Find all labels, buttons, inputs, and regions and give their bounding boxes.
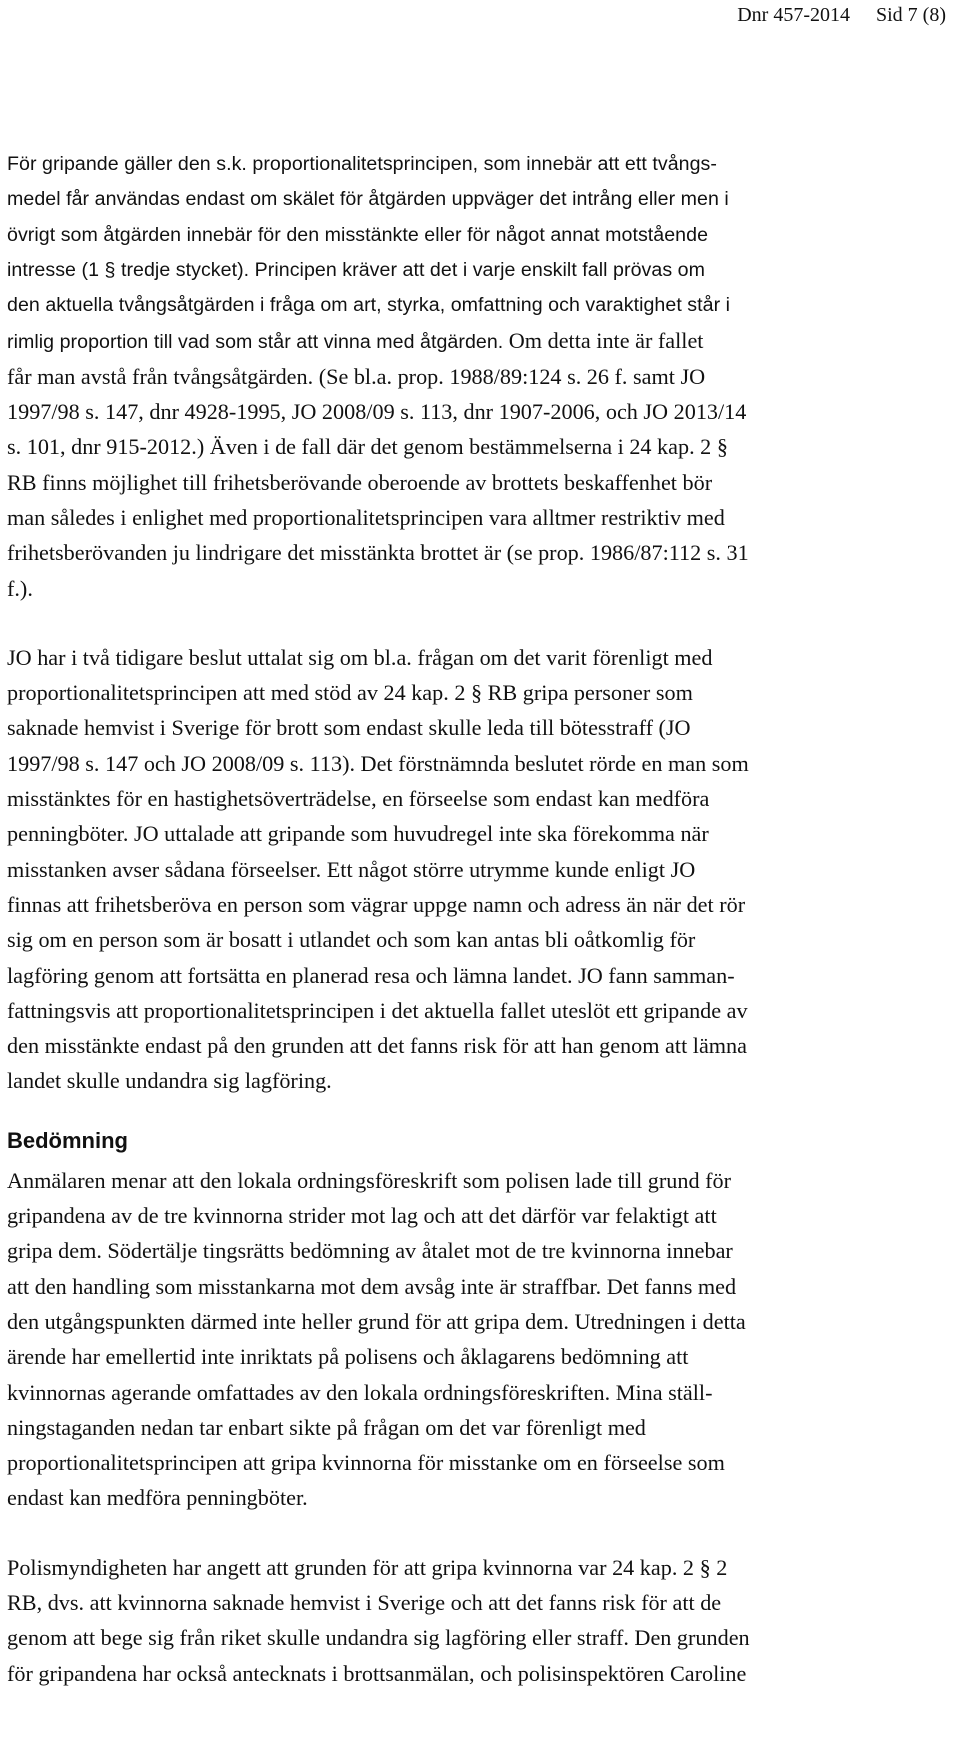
text-run-sans: rimlig proportion till vad som står att vinna med åtgärden. bbox=[7, 331, 509, 354]
text-run-serif: att den handling som misstankarna mot dem avsåg inte är straffbar. Det fanns med bbox=[7, 1273, 737, 1299]
document-number: Dnr 457-2014 bbox=[737, 4, 850, 26]
paragraph bbox=[7, 640, 952, 1099]
paragraph bbox=[7, 1163, 952, 1516]
text-line bbox=[7, 394, 952, 429]
text-line bbox=[7, 288, 952, 323]
text-run-serif: RB finns möjlighet till frihetsberövande oberoende av brottets beskaffenhet bör bbox=[7, 469, 713, 495]
text-line bbox=[7, 1620, 952, 1655]
paragraph-gap bbox=[7, 606, 952, 640]
page-header bbox=[737, 4, 946, 27]
text-line bbox=[7, 781, 952, 816]
text-line bbox=[7, 1445, 952, 1480]
section-heading: Bedömning bbox=[7, 1127, 128, 1153]
text-line bbox=[7, 993, 952, 1028]
text-line bbox=[7, 1028, 952, 1063]
body-text-section bbox=[7, 147, 952, 1119]
text-line bbox=[7, 746, 952, 781]
text-line bbox=[7, 1656, 952, 1691]
text-line bbox=[7, 571, 952, 606]
text-run-sans: För gripande gäller den s.k. proportionalitetsprincipen, som innebär att ett tvångs- bbox=[7, 153, 717, 175]
text-run-serif: 1997/98 s. 147 och JO 2008/09 s. 113). Det förstnämnda beslutet rörde en man som bbox=[7, 750, 749, 776]
text-run-serif: frihetsberövanden ju lindrigare det misstänkta brottet är (se prop. 1986/87:112 s. 31 bbox=[7, 540, 749, 566]
text-line bbox=[7, 675, 952, 710]
assessment-section bbox=[7, 1163, 952, 1691]
text-run-sans: övrigt som åtgärden innebär för den misstänkte eller för något annat motstående bbox=[7, 223, 709, 246]
text-line bbox=[7, 1550, 952, 1585]
text-run-serif: landet skulle undandra sig lagföring. bbox=[7, 1068, 332, 1094]
text-run-serif: gripandena av de tre kvinnorna strider mot lag och att det därför var felaktigt att bbox=[7, 1203, 717, 1229]
text-run-serif: penningböter. JO uttalade att gripande som huvudregel inte ska förekomma när bbox=[7, 821, 709, 847]
text-run-serif: gripa dem. Södertälje tingsrätts bedömning av åtalet mot de tre kvinnorna innebar bbox=[7, 1238, 733, 1264]
text-run-serif: sig om en person som är bosatt i utlandet och som kan antas bli oåtkomlig för bbox=[7, 927, 696, 953]
text-run-serif: den misstänkte endast på den grunden att det fanns risk för att han genom att lämna bbox=[7, 1033, 747, 1059]
text-run-sans: den aktuella tvångsåtgärden i fråga om art, styrka, omfattning och varaktighet står i bbox=[7, 294, 731, 317]
text-run-serif: ningstaganden nedan tar enbart sikte på frågan om det var förenligt med bbox=[7, 1414, 646, 1440]
text-line bbox=[7, 218, 952, 253]
text-run-serif: proportionalitetsprincipen att gripa kvinnorna för misstanke om en förseelse som bbox=[7, 1450, 725, 1476]
text-line bbox=[7, 429, 952, 464]
text-line bbox=[7, 1269, 952, 1304]
text-line bbox=[7, 323, 952, 358]
text-line bbox=[7, 816, 952, 851]
text-line bbox=[7, 1339, 952, 1374]
text-line bbox=[7, 1410, 952, 1445]
page-number: Sid 7 (8) bbox=[876, 4, 946, 26]
text-line bbox=[7, 500, 952, 535]
text-line bbox=[7, 1198, 952, 1233]
text-run-serif: 1997/98 s. 147, dnr 4928-1995, JO 2008/09 s. 113, dnr 1907-2006, och JO 2013/14 bbox=[7, 399, 747, 425]
text-run-sans: medel får användas endast om skälet för åtgärden uppväger det intrång eller men i bbox=[7, 188, 729, 211]
text-line bbox=[7, 147, 952, 182]
text-run-serif: misstänktes för en hastighetsöverträdelse, en förseelse som endast kan medföra bbox=[7, 786, 710, 812]
text-line bbox=[7, 640, 952, 675]
text-line bbox=[7, 1063, 952, 1098]
text-run-serif: endast kan medföra penningböter. bbox=[7, 1485, 308, 1511]
section-gap bbox=[7, 1099, 952, 1119]
text-line bbox=[7, 359, 952, 394]
text-line bbox=[7, 1304, 952, 1339]
text-line bbox=[7, 182, 952, 217]
text-run-serif: proportionalitetsprincipen att med stöd av 24 kap. 2 § RB gripa personer som bbox=[7, 680, 693, 706]
document-body bbox=[7, 147, 952, 1691]
text-run-serif: misstanken avser sådana förseelser. Ett något större utrymme kunde enligt JO bbox=[7, 856, 696, 882]
text-run-serif: Polismyndigheten har angett att grunden för att gripa kvinnorna var 24 kap. 2 § 2 bbox=[7, 1554, 728, 1580]
text-line bbox=[7, 1233, 952, 1268]
text-run-serif: får man avstå från tvångsåtgärden. (Se bl.a. prop. 1988/89:124 s. 26 f. samt JO bbox=[7, 363, 706, 389]
text-run-serif: JO har i två tidigare beslut uttalat sig om bl.a. frågan om det varit förenligt med bbox=[7, 644, 713, 670]
text-run-sans: intresse (1 § tredje stycket). Principen kräver att det i varje enskilt fall prövas om bbox=[7, 258, 705, 281]
text-line bbox=[7, 465, 952, 500]
text-run-serif: genom att bege sig från riket skulle undandra sig lagföring eller straff. Den grunden bbox=[7, 1625, 750, 1651]
paragraph-gap bbox=[7, 1516, 952, 1550]
paragraph bbox=[7, 147, 952, 606]
text-run-serif: ärende har emellertid inte inriktats på polisens och åklagarens bedömning att bbox=[7, 1344, 689, 1370]
text-line bbox=[7, 1375, 952, 1410]
text-run-serif: finnas att frihetsberöva en person som vägrar uppge namn och adress än när det rör bbox=[7, 891, 746, 917]
text-run-serif: Anmälaren menar att den lokala ordningsföreskrift som polisen lade till grund för bbox=[7, 1167, 731, 1193]
text-run-serif: lagföring genom att fortsätta en planerad resa och lämna landet. JO fann samman- bbox=[7, 962, 735, 988]
text-line bbox=[7, 710, 952, 745]
text-run-serif: den utgångspunkten därmed inte heller grund för att gripa dem. Utredningen i detta bbox=[7, 1308, 746, 1334]
text-line bbox=[7, 922, 952, 957]
text-line bbox=[7, 1585, 952, 1620]
text-line bbox=[7, 253, 952, 288]
text-line bbox=[7, 958, 952, 993]
text-run-serif: kvinnornas agerande omfattades av den lokala ordningsföreskriften. Mina ställ- bbox=[7, 1379, 713, 1405]
text-line bbox=[7, 535, 952, 570]
text-run-serif: fattningsvis att proportionalitetsprincipen i det aktuella fallet uteslöt ett gripande av bbox=[7, 997, 748, 1023]
text-run-serif: Om detta inte är fallet bbox=[508, 328, 704, 354]
text-run-serif: saknade hemvist i Sverige för brott som endast skulle leda till bötesstraff (JO bbox=[7, 715, 691, 741]
text-run-serif: RB, dvs. att kvinnorna saknade hemvist i Sverige och att det fanns risk för att de bbox=[7, 1589, 722, 1615]
text-line bbox=[7, 1163, 952, 1198]
text-line bbox=[7, 852, 952, 887]
paragraph bbox=[7, 1550, 952, 1691]
text-line bbox=[7, 887, 952, 922]
text-run-serif: man således i enlighet med proportionalitetsprincipen vara alltmer restriktiv med bbox=[7, 504, 725, 530]
text-run-serif: f.). bbox=[7, 575, 33, 601]
text-line bbox=[7, 1480, 952, 1515]
text-run-serif: för gripandena har också antecknats i brottsanmälan, och polisinspektören Caroline bbox=[7, 1660, 747, 1686]
text-run-serif: s. 101, dnr 915-2012.) Även i de fall där det genom bestämmelserna i 24 kap. 2 § bbox=[7, 434, 728, 460]
